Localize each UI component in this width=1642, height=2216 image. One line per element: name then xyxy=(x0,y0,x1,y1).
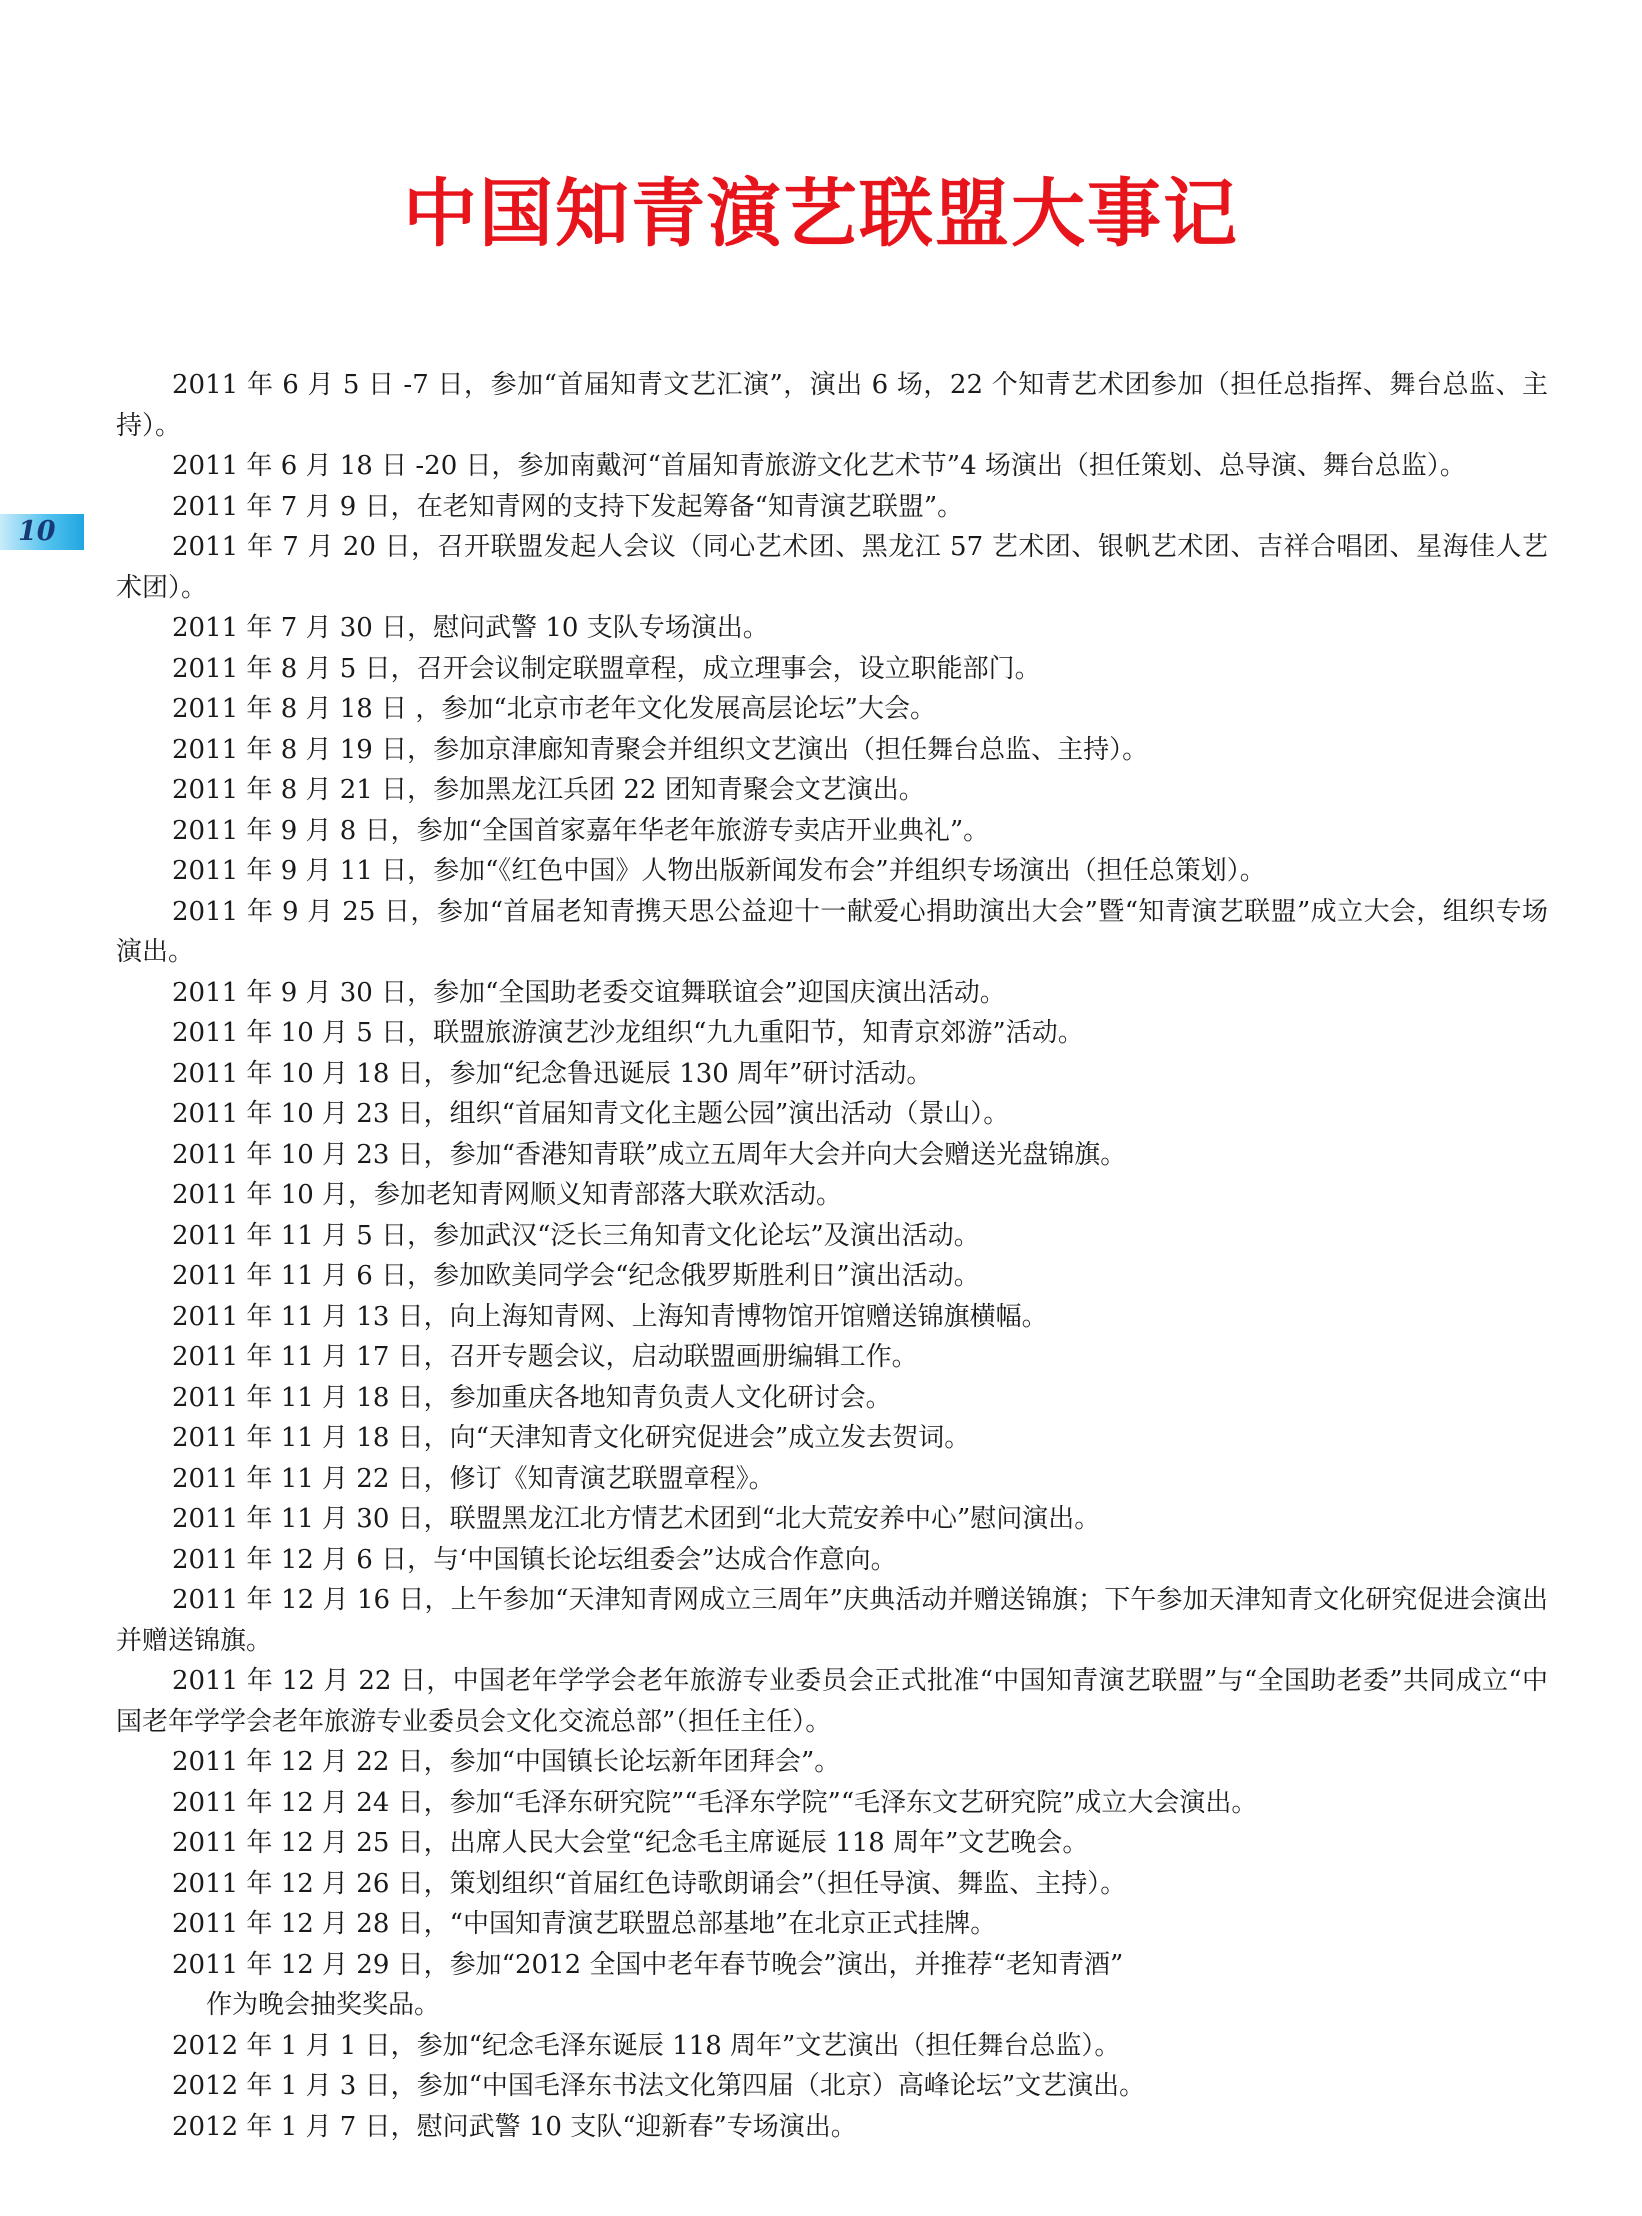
page-number-tab xyxy=(0,514,84,550)
event-entry: 2012 年 1 月 3 日，参加“中国毛泽东书法文化第四届（北京）高峰论坛”文艺演出。 xyxy=(172,2071,1146,2101)
event-entry: 2011 年 10 月，参加老知青网顺义知青部落大联欢活动。 xyxy=(172,1180,843,1210)
event-list xyxy=(116,365,1548,2147)
event-entry: 2011 年 10 月 5 日，联盟旅游演艺沙龙组织“九九重阳节，知青京郊游”活动。 xyxy=(172,1018,1084,1048)
event-entry: 2011 年 10 月 23 日，参加“香港知青联”成立五周年大会并向大会赠送光盘锦旗。 xyxy=(172,1139,1127,1170)
event-entry: 2011 年 6 月 18 日 -20 日，参加南戴河“首届知青旅游文化艺术节”4 场演出（担任策划、总导演、舞台总监）。 xyxy=(172,451,1466,481)
event-entry: 2011 年 11 月 18 日，参加重庆各地知青负责人文化研讨会。 xyxy=(172,1382,892,1413)
page-number: 10 xyxy=(18,516,56,547)
page-title: 中国知青演艺联盟大事记 xyxy=(403,171,1239,257)
event-entry: 2011 年 7 月 20 日，召开联盟发起人会议（同心艺术团、黑龙江 57 艺术团、银帆艺术团、吉祥合唱团、星海佳人艺术团）。 xyxy=(116,532,1548,603)
event-entry-line: 2011 年 12 月 29 日，参加“2012 全国中老年春节晚会”演出，并推荐“老知青酒” xyxy=(172,1949,1124,1980)
event-entry: 2011 年 11 月 22 日，修订《知青演艺联盟章程》。 xyxy=(172,1463,775,1494)
event-entry: 2011 年 9 月 30 日，参加“全国助老委交谊舞联谊会”迎国庆演出活动。 xyxy=(172,977,1006,1008)
event-entry: 2011 年 11 月 13 日，向上海知青网、上海知青博物馆开馆赠送锦旗横幅。 xyxy=(172,1301,1048,1332)
event-entry: 2011 年 9 月 8 日，参加“全国首家嘉年华老年旅游专卖店开业典礼”。 xyxy=(172,815,990,846)
event-entry: 2012 年 1 月 7 日，慰问武警 10 支队“迎新春”专场演出。 xyxy=(172,2111,857,2142)
event-entry: 2011 年 7 月 9 日，在老知青网的支持下发起筹备“知青演艺联盟”。 xyxy=(172,491,964,522)
event-entry: 2011 年 12 月 22 日，中国老年学学会老年旅游专业委员会正式批准“中国知青演艺联盟”与“全国助老委”共同成立“中国老年学学会老年旅游专业委员会文化交流总部”（担任主任）。 xyxy=(116,1666,1548,1737)
event-entry: 2011 年 8 月 21 日，参加黑龙江兵团 22 团知青聚会文艺演出。 xyxy=(172,775,925,805)
event-entry: 2011 年 8 月 19 日，参加京津廊知青聚会并组织文艺演出（担任舞台总监、主持）。 xyxy=(172,734,1149,765)
event-entry: 2011 年 9 月 11 日，参加“《红色中国》人物出版新闻发布会”并组织专场演出（担任总策划）。 xyxy=(172,856,1266,886)
event-entry: 2011 年 12 月 28 日，“中国知青演艺联盟总部基地”在北京正式挂牌。 xyxy=(172,1909,997,1939)
event-entry: 2011 年 6 月 5 日 -7 日，参加“首届知青文艺汇演”，演出 6 场，22 个知青艺术团参加（担任总指挥、舞台总监、主持）。 xyxy=(116,370,1548,441)
event-entry: 2011 年 11 月 18 日，向“天津知青文化研究促进会”成立发去贺词。 xyxy=(172,1423,971,1453)
event-entry: 2011 年 11 月 30 日，联盟黑龙江北方情艺术团到“北大荒安养中心”慰问演出。 xyxy=(172,1504,1101,1534)
event-entry: 2011 年 11 月 5 日，参加武汉“泛长三角知青文化论坛”及演出活动。 xyxy=(172,1220,980,1251)
event-entry: 2011 年 10 月 18 日，参加“纪念鲁迅诞辰 130 周年”研讨活动。 xyxy=(172,1058,933,1089)
event-entry: 2011 年 12 月 26 日，策划组织“首届红色诗歌朗诵会”（担任导演、舞监、主持）。 xyxy=(172,1868,1127,1899)
event-entry: 2011 年 12 月 22 日，参加“中国镇长论坛新年团拜会”。 xyxy=(172,1747,841,1777)
event-entry: 2011 年 12 月 6 日，与‘中国镇长论坛组委会”达成合作意向。 xyxy=(172,1544,897,1575)
event-entry: 2011 年 11 月 6 日，参加欧美同学会“纪念俄罗斯胜利日”演出活动。 xyxy=(172,1261,980,1291)
event-entry: 2011 年 8 月 5 日，召开会议制定联盟章程，成立理事会，设立职能部门。 xyxy=(172,653,1041,684)
event-entry: 2011 年 8 月 18 日 ，参加“北京市老年文化发展高层论坛”大会。 xyxy=(172,694,936,724)
event-entry: 2011 年 9 月 25 日，参加“首届老知青携天思公益迎十一献爱心捐助演出大会”暨“知青演艺联盟”成立大会，组织专场演出。 xyxy=(116,896,1548,967)
event-entry: 2012 年 1 月 1 日，参加“纪念毛泽东诞辰 118 周年”文艺演出（担任舞台总监）。 xyxy=(172,2030,1121,2061)
event-entry: 2011 年 11 月 17 日，召开专题会议，启动联盟画册编辑工作。 xyxy=(172,1342,918,1372)
event-entry-continuation: 作为晚会抽奖奖品。 xyxy=(206,1990,441,2020)
event-entry: 2011 年 12 月 24 日，参加“毛泽东研究院”“毛泽东学院”“毛泽东文艺研究院”成立大会演出。 xyxy=(172,1787,1258,1818)
event-entry-split xyxy=(116,1945,1548,2026)
event-entry: 2011 年 7 月 30 日，慰问武警 10 支队专场演出。 xyxy=(172,613,769,643)
event-entry: 2011 年 12 月 25 日，出席人民大会堂“纪念毛主席诞辰 118 周年”文艺晚会。 xyxy=(172,1828,1089,1858)
event-entry: 2011 年 10 月 23 日，组织“首届知青文化主题公园”演出活动（景山）。 xyxy=(172,1099,1010,1129)
event-entry: 2011 年 12 月 16 日，上午参加“天津知青网成立三周年”庆典活动并赠送锦旗；下午参加天津知青文化研究促进会演出并赠送锦旗。 xyxy=(116,1585,1548,1656)
